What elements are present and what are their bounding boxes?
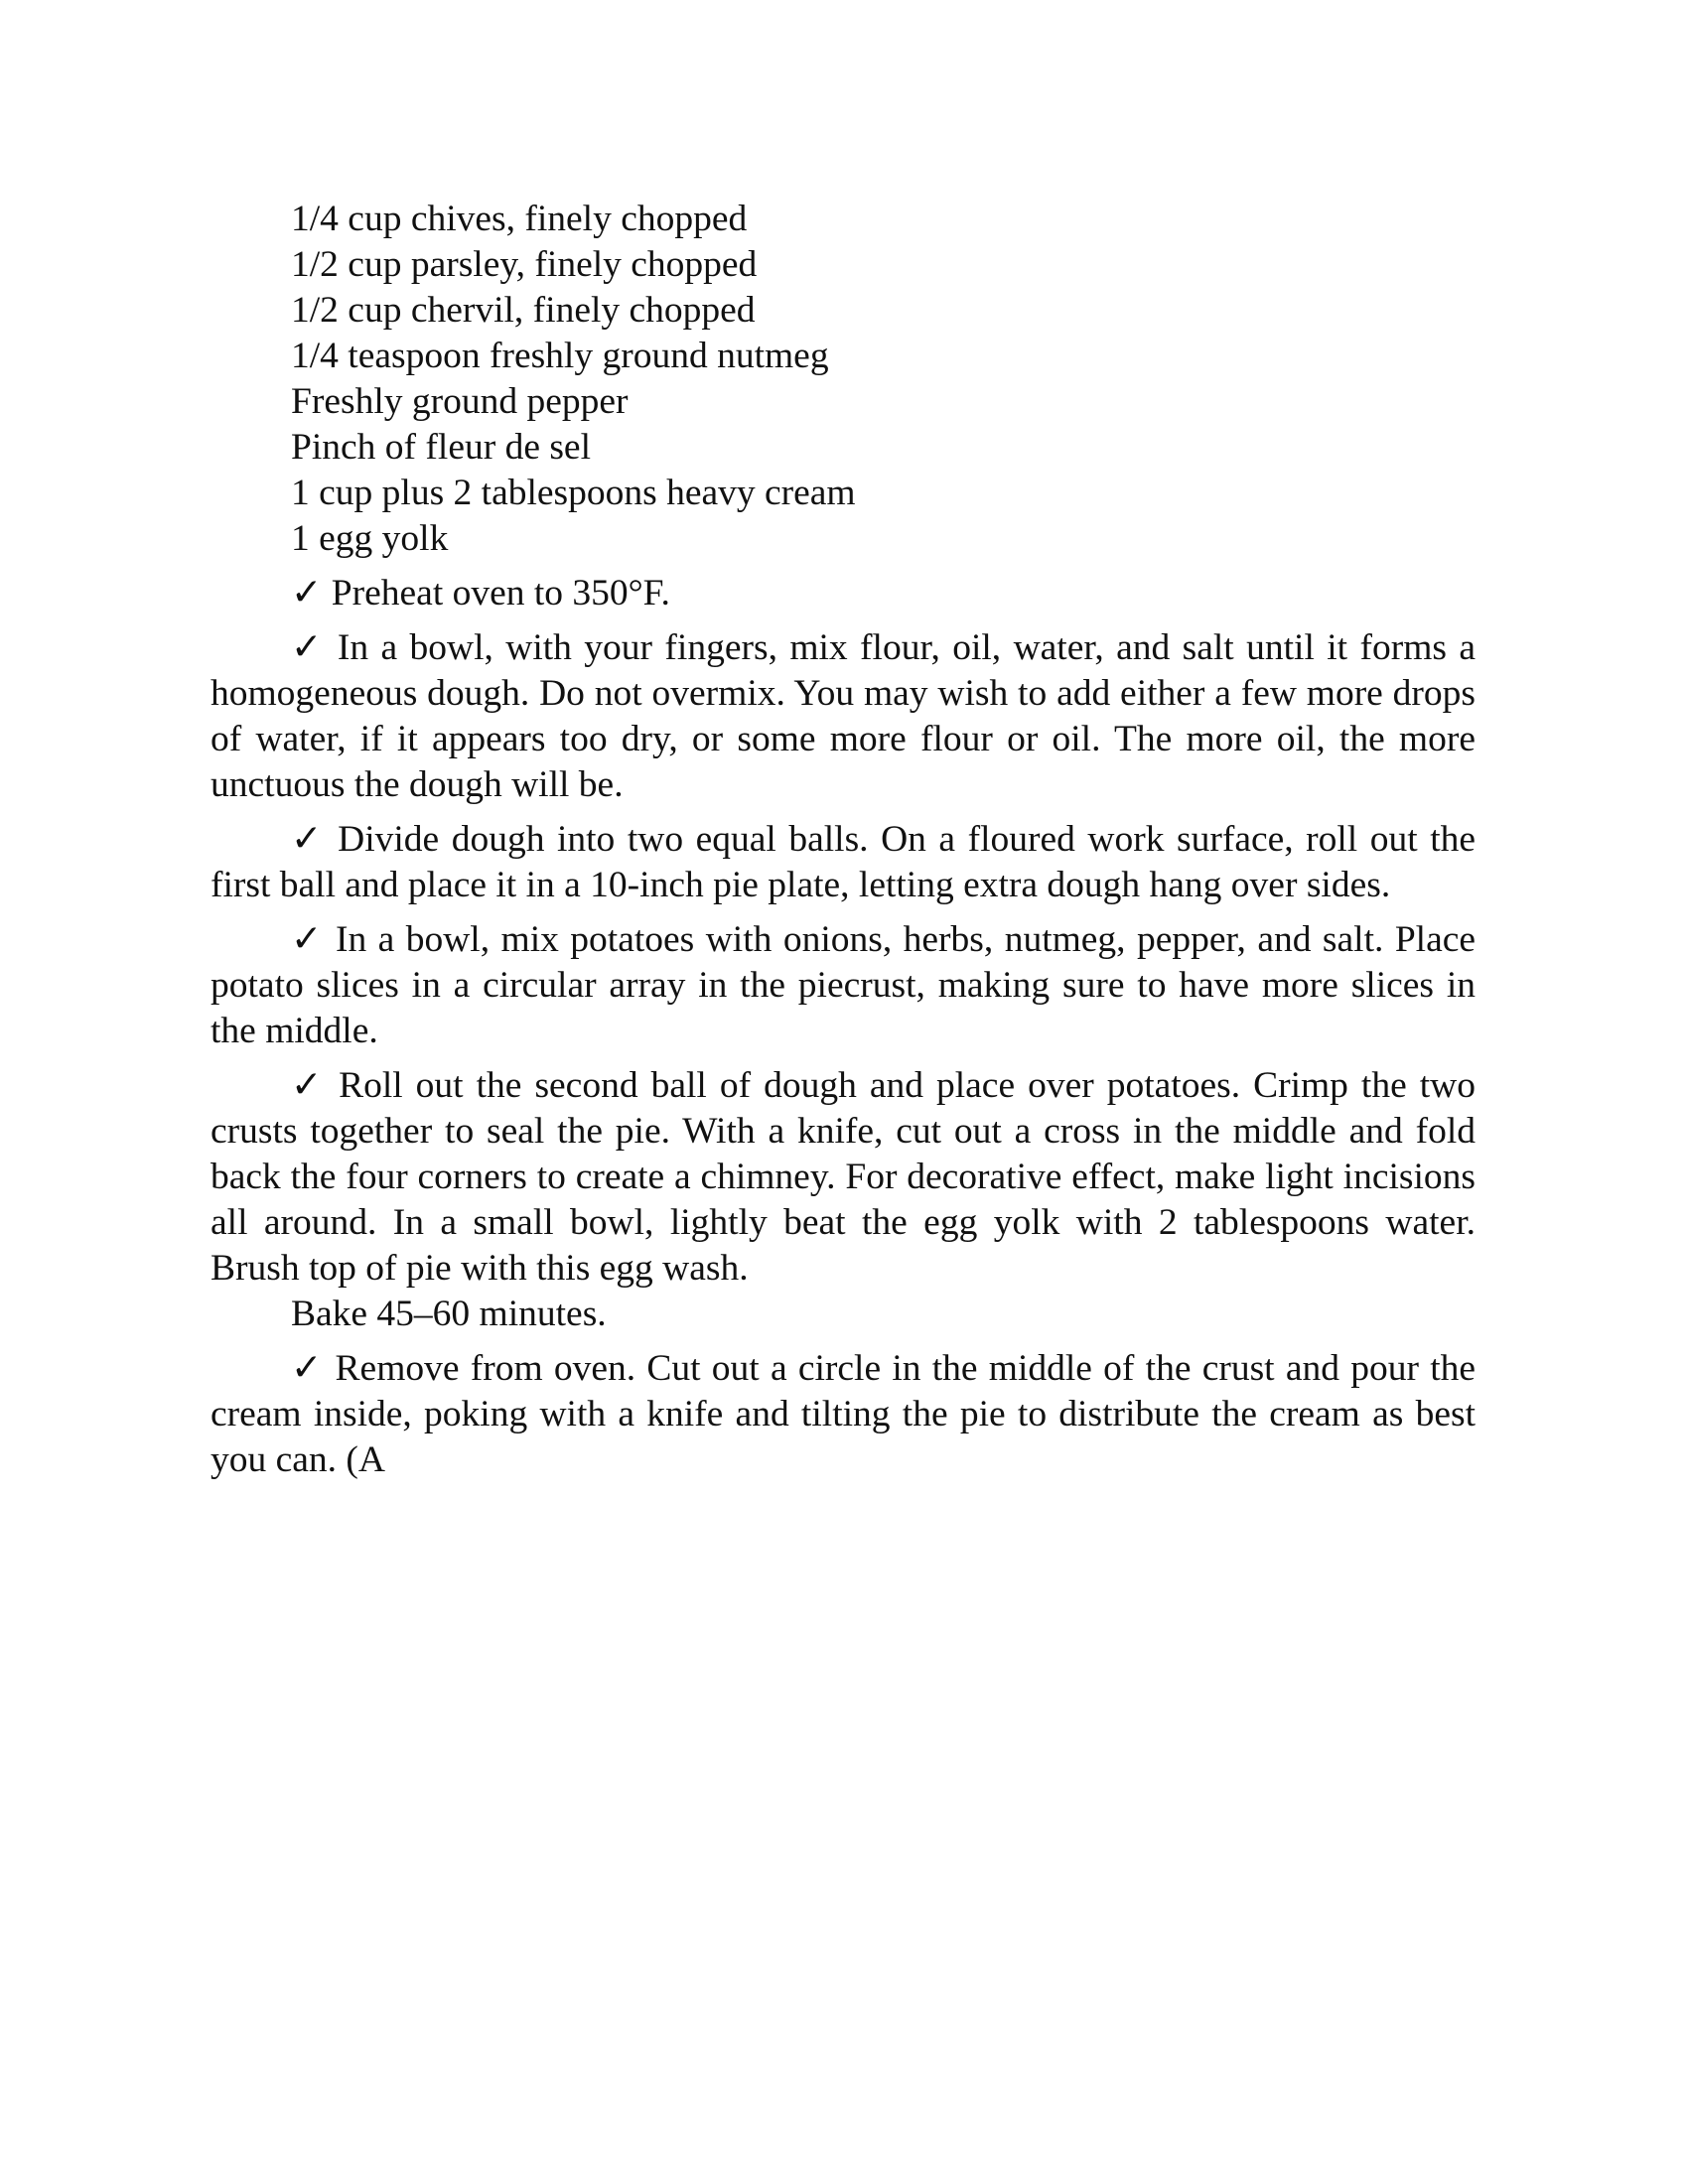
- step-text: Bake 45–60 minutes.: [291, 1294, 607, 1334]
- step-divide: [211, 817, 1476, 908]
- step-mix: [211, 917, 1476, 1054]
- ingredient-list: [211, 197, 1476, 562]
- step-text: In a bowl, mix potatoes with onions, herbs, nutmeg, pepper, and salt. Place potato slices in a circular array in the piecrust, making sure to have more slices in the middle.: [211, 919, 1477, 1051]
- check-mark-icon: ✓: [291, 573, 323, 614]
- check-mark-icon: ✓: [291, 819, 326, 860]
- ingredient-item: 1/4 cup chives, finely chopped: [291, 199, 748, 239]
- step-text: Divide dough into two equal balls. On a floured work surface, roll out the first ball and place it in a 10-inch pie plate, letting extra dough hang over sides.: [211, 819, 1477, 905]
- step-text: In a bowl, with your fingers, mix flour, oil, water, and salt until it forms a homogeneous dough. Do not overmix. You may wish to add either a few more drops of water, if it appears too dry, or some more flour or oil. The more oil, the more unctuous the dough will be.: [211, 627, 1476, 805]
- step-roll: [211, 1063, 1476, 1292]
- step-bake: [211, 1292, 1476, 1337]
- ingredient-item: 1/4 teaspoon freshly ground nutmeg: [291, 336, 829, 376]
- check-mark-icon: ✓: [291, 627, 326, 668]
- check-mark-icon: ✓: [291, 1348, 325, 1389]
- step-dough: [211, 625, 1476, 808]
- ingredient-item: 1/2 cup parsley, finely chopped: [291, 244, 758, 285]
- step-text: Preheat oven to 350°F.: [331, 573, 670, 614]
- ingredient-item: 1 cup plus 2 tablespoons heavy cream: [291, 473, 856, 513]
- ingredient-item: Freshly ground pepper: [291, 381, 629, 422]
- ingredient-item: 1/2 cup chervil, finely chopped: [291, 290, 756, 331]
- step-preheat: [211, 571, 1476, 616]
- check-mark-icon: ✓: [291, 1065, 327, 1106]
- check-mark-icon: ✓: [291, 919, 325, 960]
- step-remove: [211, 1346, 1476, 1483]
- recipe-page: [211, 197, 1476, 1483]
- step-text: Remove from oven. Cut out a circle in the middle of the crust and pour the cream inside, poking with a knife and tilting the pie to distribute the cream as best you can. (A: [211, 1348, 1477, 1480]
- ingredient-item: 1 egg yolk: [291, 518, 449, 559]
- step-text: Roll out the second ball of dough and place over potatoes. Crimp the two crusts together to seal the pie. With a knife, cut out a cross in the middle and fold back the four corners to create a chimney. For decorative effect, make light incisions all around. In a small bowl, lightly beat the egg yolk with 2 tablespoons water. Brush top of pie with this egg wash.: [211, 1065, 1477, 1289]
- ingredient-item: Pinch of fleur de sel: [291, 427, 591, 468]
